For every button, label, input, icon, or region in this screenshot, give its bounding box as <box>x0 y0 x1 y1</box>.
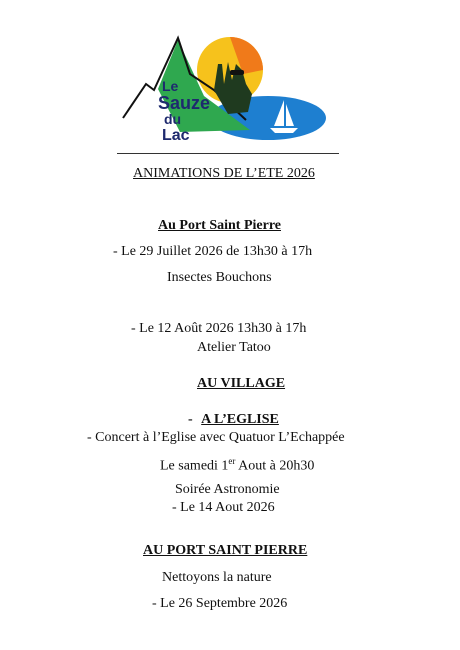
page-title: ANIMATIONS DE L’ETE 2026 <box>133 166 315 181</box>
concert-date-post: Aout à 20h30 <box>235 458 315 474</box>
logo-text-le: Le <box>162 78 179 94</box>
eglise-heading <box>188 412 279 428</box>
logo-rock-cap-shape <box>230 70 244 75</box>
concert-date-sup: er <box>228 456 236 466</box>
port1-event1-name: Insectes Bouchons <box>167 270 272 285</box>
port1-event2-date: - Le 12 Août 2026 13h30 à 17h <box>131 321 307 336</box>
le-sauze-du-lac-logo <box>118 34 338 146</box>
concert-line: - Concert à l’Eglise avec Quatuor L’Echappée <box>87 430 345 445</box>
port1-heading: Au Port Saint Pierre <box>158 218 281 233</box>
concert-date <box>160 456 314 475</box>
logo-text-sauze: Sauze <box>158 93 211 113</box>
port1-event2-name: Atelier Tatoo <box>197 340 271 355</box>
port2-event-name: Nettoyons la nature <box>162 570 272 585</box>
village-heading: AU VILLAGE <box>197 376 286 391</box>
title-divider <box>117 153 339 154</box>
port2-heading: AU PORT SAINT PIERRE <box>143 543 308 558</box>
eglise-dash: - <box>188 412 193 427</box>
eglise-label: A L’EGLISE <box>201 412 279 427</box>
logo-text-du: du <box>164 111 182 127</box>
astronomie-name: Soirée Astronomie <box>175 482 280 497</box>
astronomie-date: - Le 14 Aout 2026 <box>172 500 275 515</box>
concert-date-pre: Le samedi 1 <box>160 458 229 474</box>
port2-event-date: - Le 26 Septembre 2026 <box>152 596 288 611</box>
logo-text-lac: Lac <box>162 127 190 144</box>
port1-event1-date: - Le 29 Juillet 2026 de 13h30 à 17h <box>113 244 313 259</box>
